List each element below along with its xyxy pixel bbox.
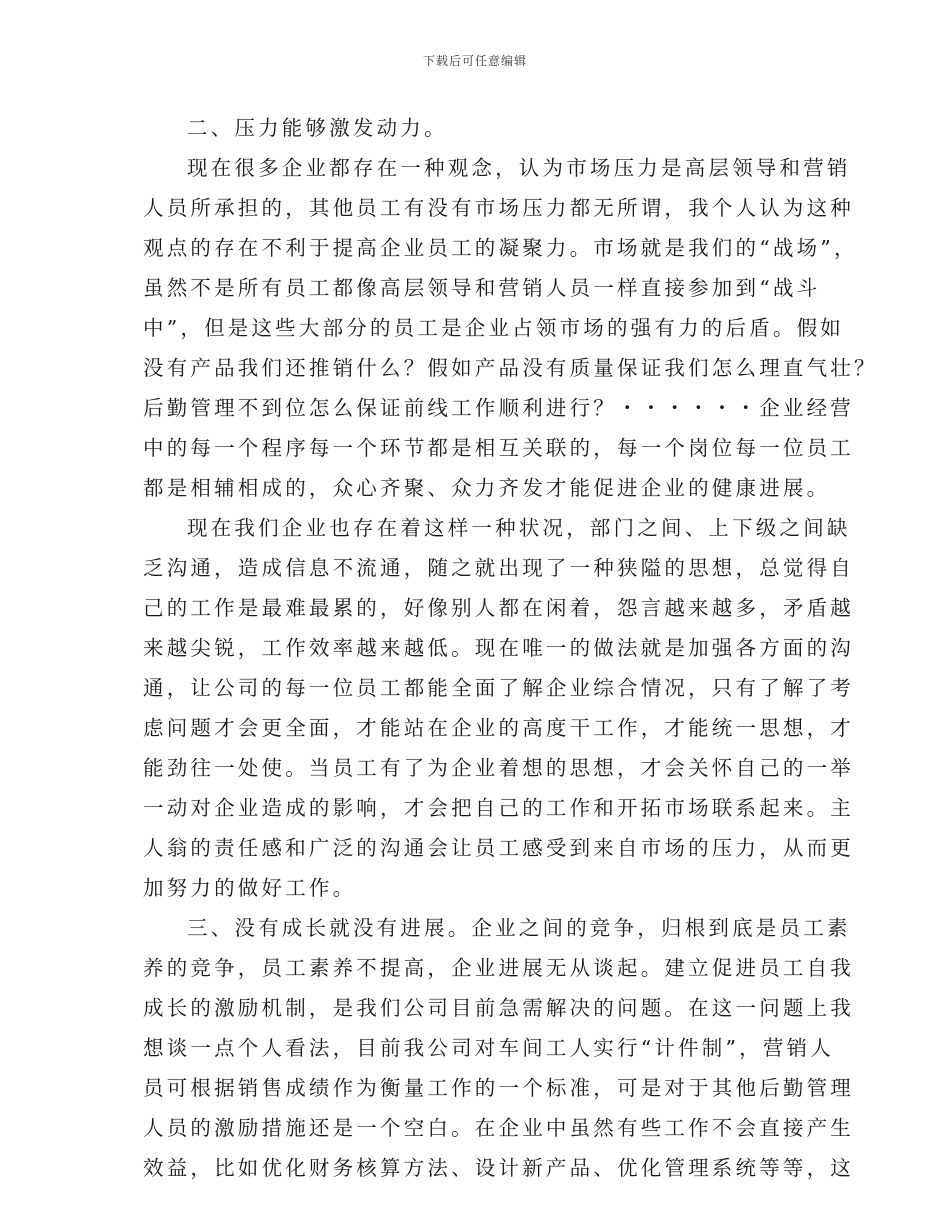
paragraph-line: 员可根据销售成绩作为衡量工作的一个标准，可是对于其他后勤管理 — [143, 1076, 854, 1100]
paragraph-line: 来越尖锐，工作效率越来越低。现在唯一的做法就是加强各方面的沟 — [143, 636, 854, 660]
paragraph-line: 观点的存在不利于提高企业员工的凝聚力。市场就是我们的“战场”， — [143, 236, 858, 260]
paragraph-line: 人翁的责任感和广泛的沟通会让员工感受到来自市场的压力，从而更 — [143, 836, 854, 860]
paragraph-line: 没有产品我们还推销什么？假如产品没有质量保证我们怎么理直气壮？ — [143, 356, 878, 380]
paragraph-line: 成长的激励机制，是我们公司目前急需解决的问题。在这一问题上我 — [143, 996, 854, 1020]
paragraph-line: 一动对企业造成的影响，才会把自己的工作和开拓市场联系起来。主 — [143, 796, 854, 820]
paragraph-line: 现在很多企业都存在一种观念，认为市场压力是高层领导和营销 — [187, 156, 851, 180]
paragraph-line: 人员的激励措施还是一个空白。在企业中虽然有些工作不会直接产生 — [143, 1116, 854, 1140]
paragraph-line: 中的每一个程序每一个环节都是相互关联的，每一个岗位每一位员工 — [143, 436, 854, 460]
paragraph-line: 三、没有成长就没有进展。企业之间的竞争，归根到底是员工素 — [187, 916, 851, 940]
paragraph-line: 效益，比如优化财务核算方法、设计新产品、优化管理系统等等，这 — [143, 1156, 854, 1180]
paragraph-line: 二、压力能够激发动力。 — [187, 116, 448, 140]
paragraph-line: 后勤管理不到位怎么保证前线工作顺利进行？・・・・・・企业经营 — [143, 396, 854, 420]
paragraph-line: 养的竞争，员工素养不提高，企业进展无从谈起。建立促进员工自我 — [143, 956, 854, 980]
paragraph-line: 通，让公司的每一位员工都能全面了解企业综合情况，只有了解了考 — [143, 676, 854, 700]
page-header: 下载后可任意编辑 — [422, 54, 527, 68]
paragraph-line: 现在我们企业也存在着这样一种状况，部门之间、上下级之间缺 — [187, 516, 851, 540]
paragraph-line: 虽然不是所有员工都像高层领导和营销人员一样直接参加到“战斗 — [143, 276, 821, 300]
document-body — [143, 108, 878, 1188]
paragraph-line: 人员所承担的，其他员工有没有市场压力都无所谓，我个人认为这种 — [143, 196, 854, 220]
paragraph-line: 能劲往一处使。当员工有了为企业着想的思想，才会关怀自己的一举 — [143, 756, 854, 780]
paragraph-line: 想谈一点个人看法，目前我公司对车间工人实行“计件制”，营销人 — [143, 1036, 834, 1060]
paragraph-line: 都是相辅相成的，众心齐聚、众力齐发才能促进企业的健康进展。 — [143, 476, 831, 500]
paragraph-line: 乏沟通，造成信息不流通，随之就出现了一种狭隘的思想，总觉得自 — [143, 556, 854, 580]
paragraph-line: 加努力的做好工作。 — [143, 876, 357, 900]
paragraph-line: 中”，但是这些大部分的员工是企业占领市场的强有力的后盾。假如 — [143, 316, 844, 340]
paragraph-line: 虑问题才会更全面，才能站在企业的高度干工作，才能统一思想，才 — [143, 716, 854, 740]
paragraph-line: 己的工作是最难最累的，好像别人都在闲着，怨言越来越多，矛盾越 — [143, 596, 854, 620]
